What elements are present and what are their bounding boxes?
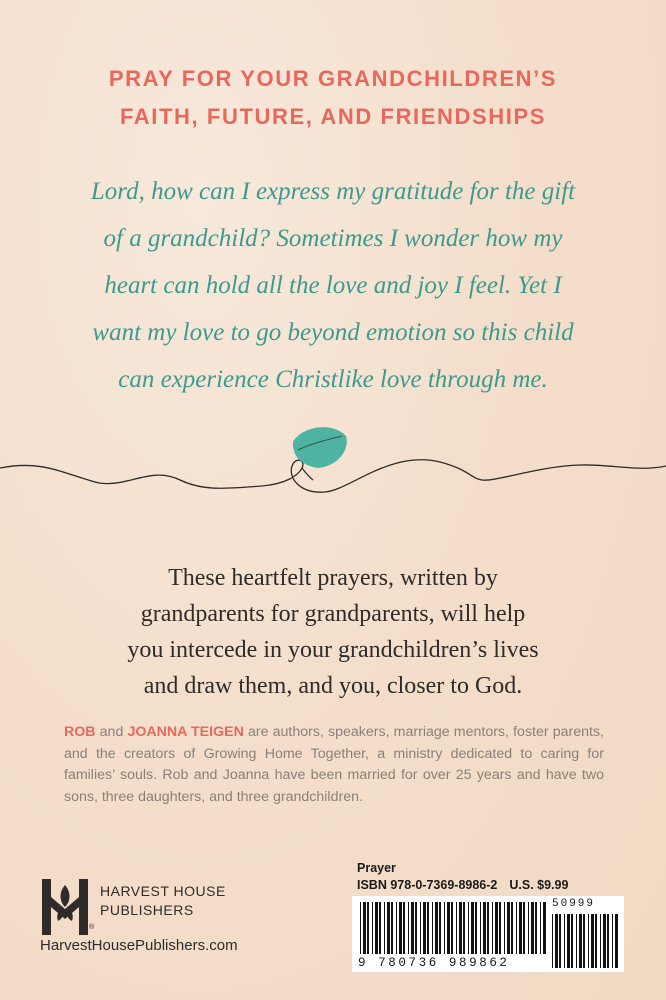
- bio-and: and: [95, 724, 128, 740]
- headline: [0, 60, 666, 136]
- description-line: These heartfelt prayers, written by: [168, 565, 498, 591]
- isbn-price-line: [357, 878, 568, 892]
- prayer-line: of a grandchild? Sometimes I wonder how my: [103, 225, 563, 252]
- leaf-thread-divider: [0, 410, 666, 510]
- leaf-icon: [293, 427, 347, 468]
- description-line: and draw them, and you, closer to God.: [143, 673, 523, 699]
- thread-line: [0, 460, 666, 492]
- description-line: you intercede in your grandchildren’s lives: [127, 637, 539, 663]
- author-name-joanna: JOANNA TEIGEN: [127, 724, 244, 740]
- price: U.S. $9.99: [509, 878, 569, 892]
- description-line: grandparents for grandparents, will help: [140, 601, 526, 627]
- publisher-name-line: HARVEST HOUSE: [100, 883, 226, 899]
- headline-line: FAITH, FUTURE, AND FRIENDSHIPS: [119, 104, 547, 129]
- prayer-line: want my love to go beyond emotion so this child: [92, 319, 574, 346]
- bio-text: are authors, speakers, marriage mentors, foster parents, and the creators of Growing Home Together, a ministry dedicated to caring for families’ souls. Rob and Joanna have been married for over 25 years and have two sons, three daughters, and three grandchildren.: [64, 724, 604, 805]
- barcode-number: 9 780736 989862: [358, 956, 510, 970]
- book-description: [40, 560, 626, 704]
- prayer-line: heart can hold all the love and joy I feel. Yet I: [104, 272, 562, 299]
- registered-mark: ®: [89, 924, 95, 931]
- publisher-name: [100, 882, 226, 920]
- headline-line: PRAY FOR YOUR GRANDCHILDREN’S: [108, 66, 558, 91]
- barcode: [352, 896, 624, 972]
- prayer-line: Lord, how can I express my gratitude for the gift: [90, 178, 576, 205]
- price-code: 50999: [552, 898, 596, 910]
- harvest-house-logo-icon: [40, 877, 90, 937]
- publisher-url: HarvestHousePublishers.com: [40, 937, 238, 954]
- prayer-line: can experience Christlike love through me.: [118, 366, 548, 393]
- publisher-name-line: PUBLISHERS: [100, 902, 194, 918]
- isbn: ISBN 978-0-7369-8986-2: [357, 878, 498, 892]
- leaf-stem: [302, 468, 313, 480]
- author-name-rob: ROB: [64, 724, 96, 740]
- book-category: Prayer: [357, 861, 396, 875]
- prayer-quote: [40, 168, 626, 403]
- author-bio: [64, 722, 604, 808]
